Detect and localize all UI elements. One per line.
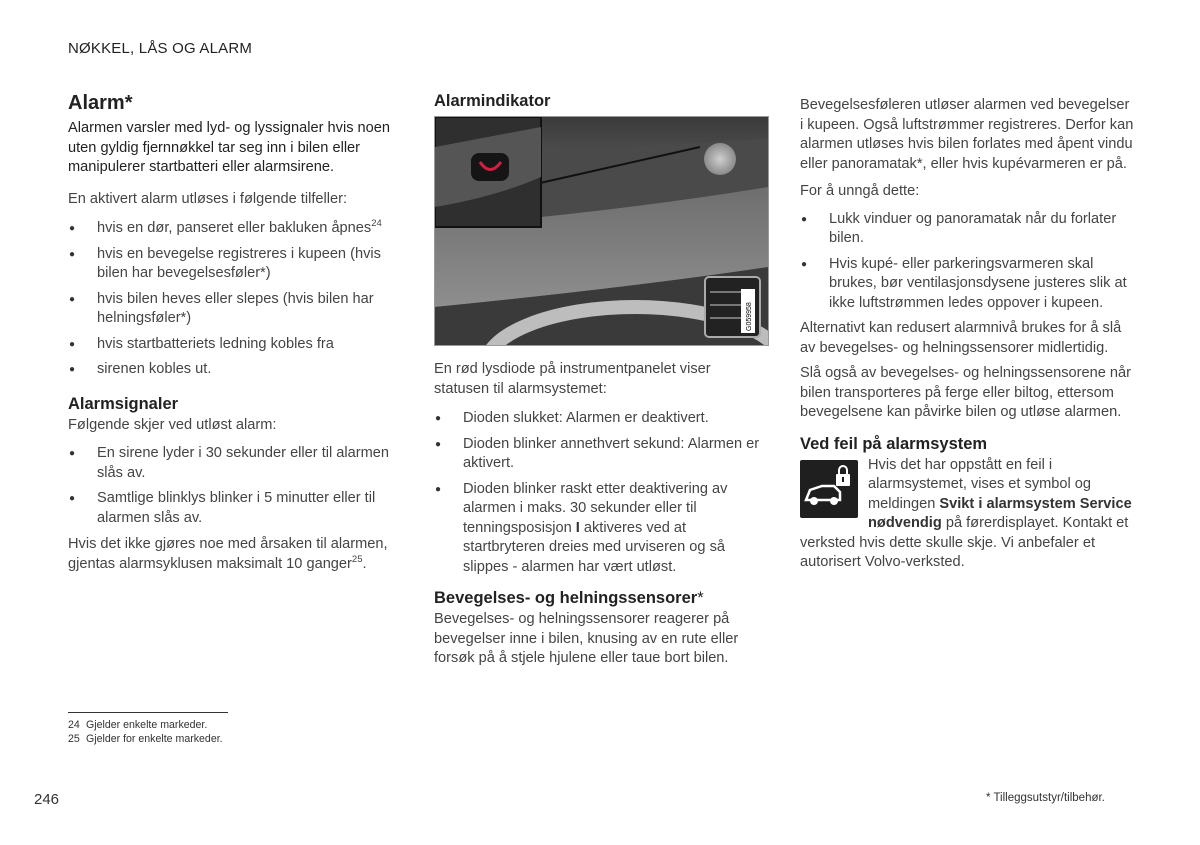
list-item: ● hvis bilen heves eller slepes (hvis bilen har helningsføler*) [68,290,403,329]
motion-sensor-text: Bevegelsesføleren utløser alarmen ved bevegelser i kupeen. Også luftstrømmer registreres. Derfor kan alarmen utløses hvis bilen forlates med åpent vindu eller panoramatak*, eller hvis kupévarmeren er på. [800,97,1134,172]
led-text: En rød lysdiode på instrumentpanelet viser statusen til alarmsystemet: [434,361,711,397]
photo-code: G059958 [746,302,753,331]
avoid-intro: For å unngå dette: [800,183,920,199]
footnote-divider [68,712,228,713]
footnote-ref-24: 24 [371,218,382,230]
trigger-intro: En aktivert alarm utløses i følgende tilfeller: [68,190,348,207]
column-sensors [800,96,1135,573]
heading-alarm-indicator: Alarmindikator [434,92,551,110]
footnote-25: 25 Gjelder for enkelte markeder. [68,733,223,745]
alarm-lead-text: Alarmen varsler med lyd- og lyssignaler hvis noen uten gyldig fjernnøkkel tar seg inn i bilen eller manipulerer startbatteri eller alarmsirene. [68,120,391,175]
list-item: ● hvis en bevegelse registreres i kupeen (hvis bilen har bevegelsesføler*) [68,245,403,284]
reduced-alarm-text: Alternativt kan redusert alarmnivå brukes for å slå av bevegelses- og helningssensorer midlertidig. [800,320,1122,356]
fault-text: Hvis det har oppstått en feil i alarmsystemet, vises et symbol og meldingen Svikt i alarmsystem Service nødvendig på førerdisplayet. Kontakt et verksted hvis dette skulle skje. Vi anbefaler et autorisert Volvo-verksted. [800,456,1132,570]
list-item: ● Dioden blinker raskt etter deaktivering av alarmen i maks. 30 sekunder eller til tenningsposisjon I aktiveres ved at startbryteren dreies med urviseren og så slippes - alarmen har vært utløst. [434,480,769,578]
fault-block [800,456,1135,573]
footnotes [68,712,228,746]
accessory-note: * Tilleggsutstyr/tilbehør. [986,792,1105,804]
avoid-list [800,210,1135,314]
list-item: ● Dioden slukket: Alarmen er deaktivert. [434,409,769,429]
list-item: ● Lukk vinduer og panoramatak når du forlater bilen. [800,210,1135,249]
signals-intro: Følgende skjer ved utløst alarm: [68,416,277,433]
page-header: NØKKEL, LÅS OG ALARM [68,40,253,57]
column-alarm [68,92,403,574]
list-item: ● Hvis kupé- eller parkeringsvarmeren skal brukes, bør ventilasjonsdysene justeres slik at ikke luftstrømmen ledes oppover i kupeen. [800,255,1135,314]
footnote-24: 24 Gjelder enkelte markeder. [68,719,208,731]
indicator-states-list [434,409,769,577]
transport-text: Slå også av bevegelses- og helningssensorene når bilen transporteres på ferge eller biltog, ettersom bevegelsene kan påvirke bilen og utløse alarmen. [800,365,1132,420]
list-item: ● hvis startbatteriets ledning kobles fra [68,335,403,355]
alarm-indicator-photo [434,116,769,346]
heading-alarm-fault: Ved feil på alarmsystem [800,434,988,453]
list-item: ● sirenen kobles ut. [68,360,403,380]
car-lock-warning-icon [800,460,858,518]
trigger-list [68,219,403,380]
heading-sensors: Bevegelses- og helningssensorer* [434,589,704,607]
list-item: ● Dioden blinker annethvert sekund: Alarmen er aktivert. [434,435,769,474]
list-item: ● Samtlige blinklys blinker i 5 minutter eller til alarmen slås av. [68,489,403,528]
column-alarm-indicator [434,92,769,669]
page-number: 246 [34,791,60,808]
dashboard-illustration [435,117,768,345]
repeat-text: Hvis det ikke gjøres noe med årsaken til alarmen, gjentas alarmsyklusen maksimalt 10 ganger$^{25}$. [68,536,388,572]
heading-alarm-signals: Alarmsignaler [68,394,179,413]
list-item: ● En sirene lyder i 30 sekunder eller til alarmen slås av. [68,444,403,483]
sensors-text: Bevegelses- og helningssensorer reagerer på bevegelser inne i bilen, knusing av en rute eller forsøk på å stjele hjulene eller taue bort bilen. [434,611,739,666]
footnote-ref-25: 25 [351,553,363,565]
section-title-alarm: Alarm* [68,92,133,114]
list-item: ● hvis en dør, panseret eller bakluken åpnes$^{24}$ [68,219,403,239]
signals-list [68,444,403,528]
